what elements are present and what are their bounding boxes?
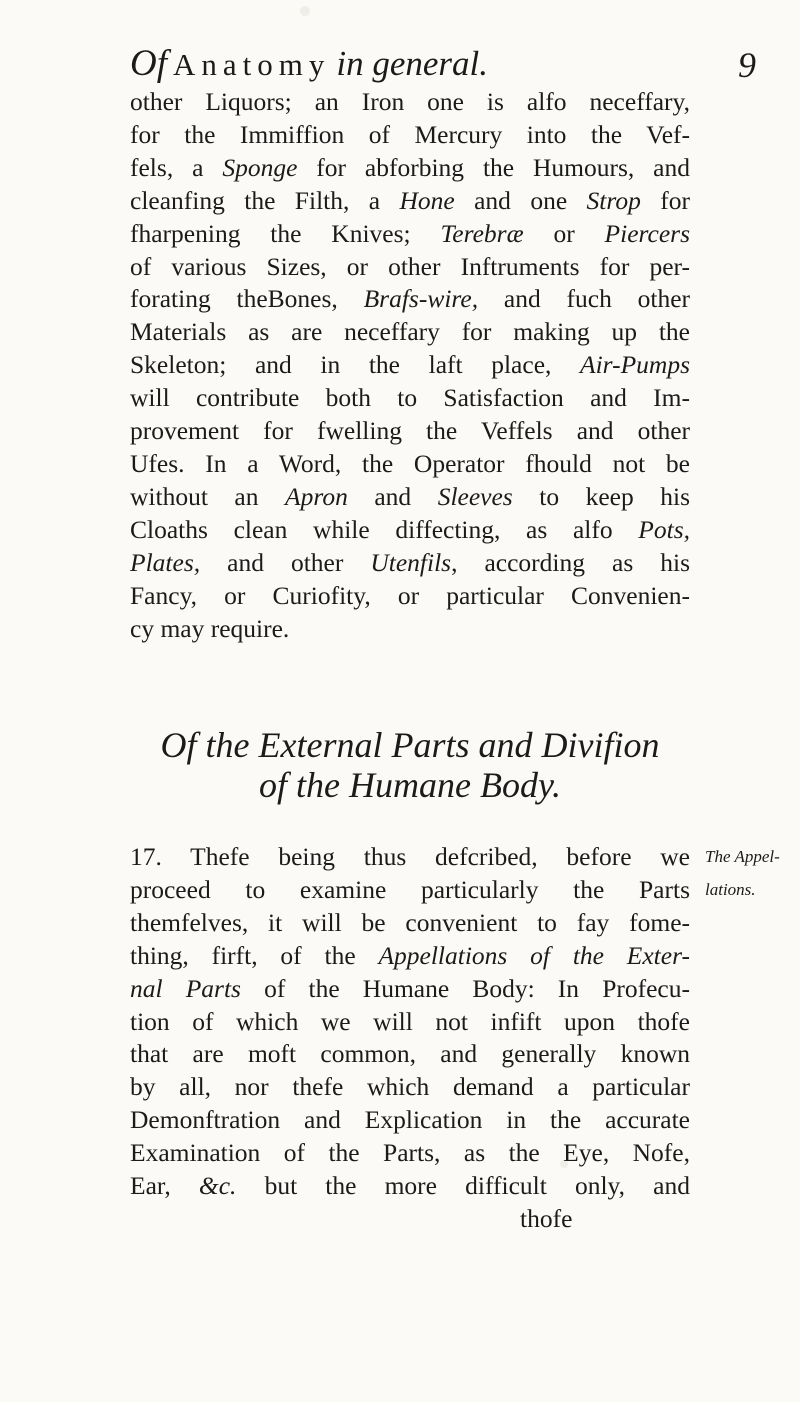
text-line: tion of which we will not infift upon thofe (130, 1006, 690, 1036)
text-line: Materials as are neceffary for making up the (130, 317, 690, 347)
italic-term: Terebræ (440, 218, 524, 248)
italic-term: Piercers (604, 218, 690, 248)
italic-term: Apron (285, 481, 348, 511)
italic-term: Pots, (638, 514, 690, 544)
text-run: or (523, 218, 605, 248)
text-line (130, 547, 690, 580)
text-run: cleanfing the Filth, a (130, 185, 400, 215)
text-line: other Liquors; an Iron one is alfo neceffary, (130, 87, 690, 116)
section-heading-line-1: Of the External Parts and Divifion (160, 725, 660, 765)
text-run: and fuch other (478, 284, 691, 314)
text-line: Demonftration and Explication in the accurate (130, 1105, 690, 1135)
text-line: for the Immiffion of Mercury into the Vef- (130, 119, 690, 149)
running-head-general: in general. (336, 44, 489, 83)
marginal-note (705, 841, 780, 907)
italic-term: Utenfils (370, 547, 452, 577)
text-line (130, 152, 690, 185)
page-number: 9 (738, 45, 756, 85)
text-run: fharpening the Knives; (130, 218, 441, 248)
text-run: forating theBones, (130, 284, 364, 314)
italic-term: Brafs-wire, (363, 284, 479, 314)
italic-term: Hone (399, 185, 455, 215)
text-run: of the Humane Body: In Profecu- (240, 973, 690, 1003)
italic-term: Plates, (130, 547, 201, 577)
marginal-note-line-1: The Appel- (705, 847, 780, 866)
italic-term: Sleeves (437, 481, 513, 511)
text-line: themfelves, it will be convenient to fay fome- (130, 907, 690, 937)
italic-term: &c. (198, 1171, 237, 1201)
text-run: Ear, (130, 1171, 199, 1201)
text-line: proceed to examine particularly the Parts (130, 874, 690, 904)
text-line (130, 185, 690, 218)
text-line: Ufes. In a Word, the Operator fhould not be (130, 448, 690, 478)
text-line: Fancy, or Curiofity, or particular Convenien- (130, 580, 690, 610)
text-run: thing, firft, of the (130, 940, 379, 970)
text-run: fels, a (130, 152, 223, 182)
section-heading (130, 725, 690, 805)
text-line: that are moft common, and generally known (130, 1039, 690, 1069)
text-line: cy may require. (130, 613, 290, 643)
text-run: , according as his (451, 547, 690, 577)
text-line (130, 481, 690, 514)
text-line (130, 283, 690, 316)
text-line: provement for fwelling the Veffels and other (130, 416, 690, 446)
paper-spot (300, 6, 310, 16)
text-run: for (640, 185, 690, 215)
text-line: 17. Thefe being thus defcribed, before we (130, 842, 690, 871)
text-run: Cloaths clean while diffecting, as alfo (130, 514, 639, 544)
text-run: and (347, 481, 438, 511)
italic-term: Sponge (222, 152, 298, 182)
text-run: and one (454, 185, 587, 215)
text-line: will contribute both to Satisfaction and Im- (130, 383, 690, 413)
text-line (130, 218, 690, 251)
text-line (130, 349, 690, 382)
text-line (130, 973, 690, 1006)
text-line: of various Sizes, or other Inftruments for per- (130, 251, 690, 281)
italic-term: Strop (586, 185, 641, 215)
text-run: without an (130, 481, 286, 511)
text-run: but the more difficult only, and (236, 1171, 690, 1201)
text-line (130, 514, 690, 547)
text-run: and other (200, 547, 371, 577)
italic-term: Air-Pumps (580, 350, 690, 380)
section-heading-line-2: of the Humane Body. (259, 765, 561, 805)
marginal-note-line-2: lations. (705, 879, 756, 899)
text-line: Examination of the Parts, as the Eye, Nofe, (130, 1138, 690, 1168)
running-head-of: Of (130, 43, 167, 84)
text-line (130, 940, 690, 973)
text-run: Skeleton; and in the laft place, (130, 350, 581, 380)
text-line: thofe (520, 1203, 573, 1233)
text-line (130, 1170, 690, 1203)
text-line: by all, nor thefe which demand a particular (130, 1072, 690, 1102)
paragraph-1 (130, 86, 690, 645)
italic-term: nal Parts (130, 973, 241, 1003)
paragraph-2 (130, 841, 690, 1236)
italic-term: Appellations of the Exter- (378, 940, 690, 970)
running-head-anatomy: Anatomy (173, 47, 331, 82)
text-run: to keep his (512, 481, 690, 511)
text-run: for abforbing the Humours, and (297, 152, 690, 182)
